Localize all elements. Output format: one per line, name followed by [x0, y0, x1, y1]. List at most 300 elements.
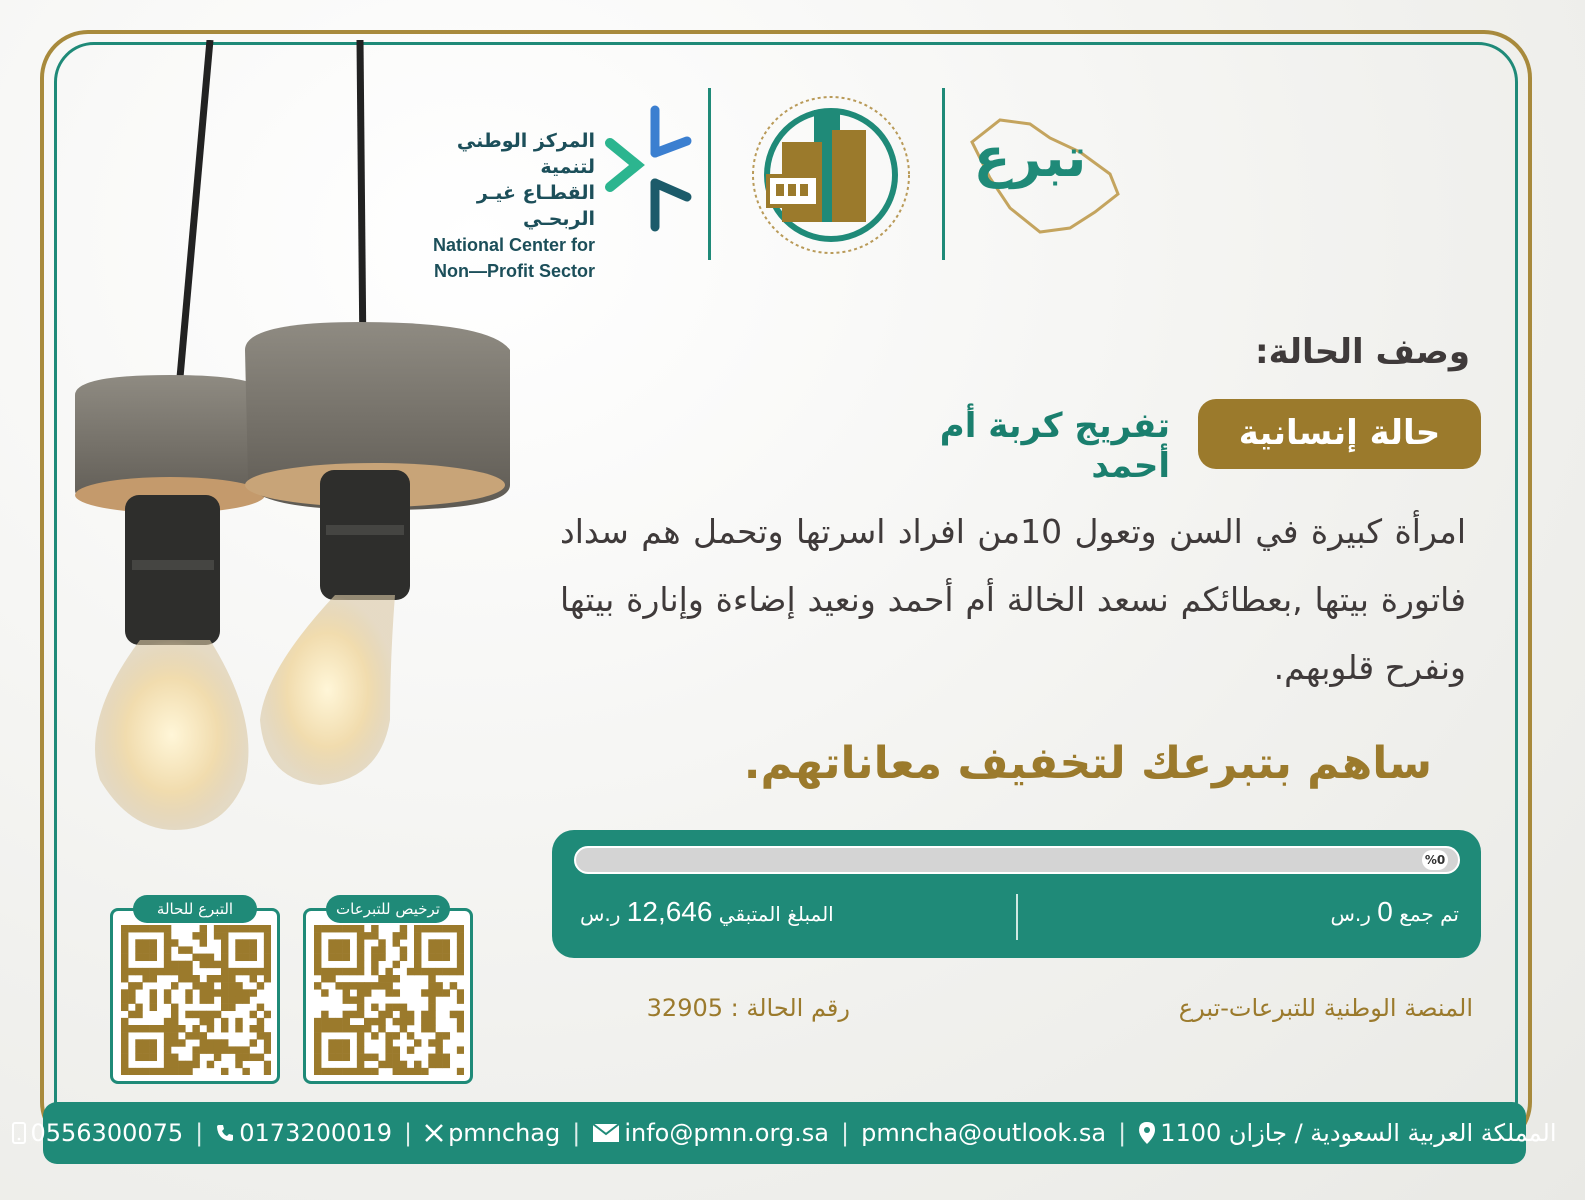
- qr-module: [150, 989, 157, 996]
- qr-module: [314, 946, 321, 953]
- qr-module: [207, 996, 214, 1003]
- qr-module: [357, 1004, 364, 1011]
- qr-module: [250, 946, 257, 953]
- email2-contact[interactable]: [861, 1119, 1106, 1147]
- remaining-amount: 12,646: [626, 896, 713, 927]
- qr-module: [257, 968, 264, 975]
- qr-module: [264, 968, 271, 975]
- qr-module: [435, 954, 442, 961]
- qr-module: [178, 975, 185, 982]
- qr-module: [321, 975, 328, 982]
- qr-module: [121, 968, 128, 975]
- qr-module: [393, 1004, 400, 1011]
- qr-module: [343, 939, 350, 946]
- ncnp-en-line2: Non—Profit Sector: [433, 261, 595, 281]
- qr-module: [257, 1054, 264, 1061]
- qr-module: [407, 1011, 414, 1018]
- qr-module: [457, 925, 464, 932]
- qr-module: [257, 925, 264, 932]
- qr-module: [428, 946, 435, 953]
- qr-module: [357, 1068, 364, 1075]
- progress-percent: %0: [1422, 850, 1448, 870]
- qr-module: [314, 1018, 321, 1025]
- qr-module: [178, 1039, 185, 1046]
- case-title: تفريج كربة أم أحمد: [939, 406, 1170, 486]
- qr-module: [171, 961, 178, 968]
- qr-module: [385, 1039, 392, 1046]
- qr-module: [200, 1018, 207, 1025]
- qr-module: [221, 982, 228, 989]
- qr-module: [142, 1039, 149, 1046]
- qr-license[interactable]: [303, 900, 473, 1084]
- qr-module: [164, 968, 171, 975]
- qr-module: [457, 1011, 464, 1018]
- qr-module: [428, 968, 435, 975]
- qr-module: [142, 954, 149, 961]
- qr-module: [400, 1068, 407, 1075]
- qr-module: [235, 925, 242, 932]
- qr-module: [221, 989, 228, 996]
- qr-module: [357, 954, 364, 961]
- qr-module: [264, 939, 271, 946]
- qr-module: [457, 961, 464, 968]
- qr-module: [321, 1018, 328, 1025]
- qr-module: [393, 1032, 400, 1039]
- qr-module: [428, 1025, 435, 1032]
- qr-module: [200, 939, 207, 946]
- qr-module: [414, 932, 421, 939]
- qr-module: [192, 975, 199, 982]
- qr-module: [171, 1018, 178, 1025]
- footer-separator: |: [403, 1119, 413, 1147]
- qr-module: [371, 1068, 378, 1075]
- qr-module: [400, 932, 407, 939]
- qr-module: [343, 1068, 350, 1075]
- qr-tag: ترخيص للتبرعات: [326, 895, 450, 923]
- qr-module: [235, 996, 242, 1003]
- qr-module: [314, 961, 321, 968]
- qr-module: [357, 961, 364, 968]
- qr-module: [350, 982, 357, 989]
- qr-module: [371, 1004, 378, 1011]
- qr-module: [457, 939, 464, 946]
- qr-module: [393, 939, 400, 946]
- qr-module: [378, 1011, 385, 1018]
- qr-module: [178, 961, 185, 968]
- qr-module: [343, 1011, 350, 1018]
- qr-module: [328, 1025, 335, 1032]
- qr-module: [371, 946, 378, 953]
- qr-module: [207, 961, 214, 968]
- qr-module: [335, 1068, 342, 1075]
- qr-module: [185, 996, 192, 1003]
- qr-module: [335, 946, 342, 953]
- qr-module: [414, 939, 421, 946]
- qr-module: [128, 1011, 135, 1018]
- qr-module: [371, 954, 378, 961]
- qr-module: [207, 1018, 214, 1025]
- qr-module: [264, 1032, 271, 1039]
- qr-module: [364, 932, 371, 939]
- qr-module: [400, 925, 407, 932]
- email-address: info@pmn.org.sa: [624, 1119, 829, 1147]
- qr-module: [343, 1018, 350, 1025]
- qr-module: [207, 954, 214, 961]
- qr-module: [214, 989, 221, 996]
- qr-module: [343, 968, 350, 975]
- qr-module: [350, 1068, 357, 1075]
- qr-module: [364, 1018, 371, 1025]
- qr-module: [121, 1039, 128, 1046]
- qr-donate[interactable]: [110, 900, 280, 1084]
- qr-module: [257, 1025, 264, 1032]
- qr-module: [400, 1061, 407, 1068]
- qr-module: [328, 1046, 335, 1053]
- qr-module: [228, 982, 235, 989]
- qr-module: [200, 989, 207, 996]
- qr-module: [242, 1068, 249, 1075]
- qr-module: [235, 1061, 242, 1068]
- case-description: امرأة كبيرة في السن وتعول 10من افراد اسرتها وتحمل هم سداد فاتورة بيتها ,بعطائكم نسعد الخالة أم أحمد ونعيد إضاءة وإنارة بيتها ونفرح قلوبهم.: [560, 512, 1466, 687]
- qr-module: [192, 1011, 199, 1018]
- qr-module: [350, 1011, 357, 1018]
- qr-module: [171, 1068, 178, 1075]
- qr-module: [371, 982, 378, 989]
- qr-module: [214, 961, 221, 968]
- qr-module: [164, 1068, 171, 1075]
- qr-module: [228, 996, 235, 1003]
- qr-module: [200, 925, 207, 932]
- qr-module: [200, 1046, 207, 1053]
- qr-module: [200, 1032, 207, 1039]
- qr-module: [221, 946, 228, 953]
- qr-module: [328, 946, 335, 953]
- qr-module: [178, 1025, 185, 1032]
- qr-module: [221, 996, 228, 1003]
- qr-module: [414, 968, 421, 975]
- qr-module: [221, 1004, 228, 1011]
- qr-module: [414, 1039, 421, 1046]
- tabarru-logo: [960, 112, 1125, 242]
- qr-module: [457, 1068, 464, 1075]
- qr-module: [314, 932, 321, 939]
- qr-module: [171, 1039, 178, 1046]
- qr-module: [328, 1018, 335, 1025]
- qr-module: [343, 925, 350, 932]
- qr-module: [121, 925, 128, 932]
- qr-module: [121, 975, 128, 982]
- qr-module: [221, 1025, 228, 1032]
- qr-module: [457, 1025, 464, 1032]
- qr-module: [150, 925, 157, 932]
- qr-module: [264, 1046, 271, 1053]
- qr-module: [228, 975, 235, 982]
- qr-module: [393, 961, 400, 968]
- qr-module: [164, 946, 171, 953]
- qr-module: [128, 968, 135, 975]
- qr-module: [150, 946, 157, 953]
- qr-module: [164, 961, 171, 968]
- qr-module: [400, 1025, 407, 1032]
- qr-module: [385, 1004, 392, 1011]
- qr-module: [185, 1032, 192, 1039]
- qr-module: [264, 954, 271, 961]
- qr-module: [235, 954, 242, 961]
- qr-module: [250, 1039, 257, 1046]
- qr-module: [457, 989, 464, 996]
- stat-divider: [1016, 894, 1018, 940]
- qr-module: [200, 982, 207, 989]
- qr-module: [378, 1025, 385, 1032]
- qr-module: [214, 1011, 221, 1018]
- mobile-icon: [12, 1122, 26, 1144]
- qr-module: [164, 996, 171, 1003]
- qr-module: [150, 1004, 157, 1011]
- qr-module: [378, 975, 385, 982]
- qr-module: [142, 1068, 149, 1075]
- phone-number: 0173200019: [239, 1119, 392, 1147]
- qr-module: [443, 925, 450, 932]
- qr-module: [393, 1018, 400, 1025]
- qr-module: [185, 946, 192, 953]
- qr-module: [443, 954, 450, 961]
- qr-module: [407, 1046, 414, 1053]
- qr-module: [421, 1068, 428, 1075]
- qr-module: [121, 1018, 128, 1025]
- qr-module: [407, 1032, 414, 1039]
- qr-module: [242, 939, 249, 946]
- qr-module: [235, 989, 242, 996]
- qr-module: [400, 946, 407, 953]
- footer-separator: |: [841, 1119, 850, 1147]
- qr-module: [164, 925, 171, 932]
- qr-module: [343, 982, 350, 989]
- qr-module: [371, 1032, 378, 1039]
- qr-module: [171, 1004, 178, 1011]
- qr-module: [314, 925, 321, 932]
- qr-module: [192, 1054, 199, 1061]
- qr-module: [207, 1046, 214, 1053]
- qr-module: [371, 968, 378, 975]
- qr-module: [357, 1011, 364, 1018]
- qr-module: [435, 1039, 442, 1046]
- qr-module: [350, 996, 357, 1003]
- qr-module: [207, 1011, 214, 1018]
- qr-module: [142, 946, 149, 953]
- qr-module: [335, 925, 342, 932]
- qr-module: [357, 946, 364, 953]
- qr-module: [371, 925, 378, 932]
- qr-module: [228, 1004, 235, 1011]
- qr-module: [228, 968, 235, 975]
- qr-module: [128, 925, 135, 932]
- qr-module: [121, 932, 128, 939]
- qr-module: [428, 954, 435, 961]
- qr-module: [207, 989, 214, 996]
- remaining-currency: ر.س: [580, 902, 621, 926]
- qr-module: [221, 1046, 228, 1053]
- contact-footer: [30, 1102, 1557, 1164]
- qr-module: [150, 975, 157, 982]
- qr-module: [321, 968, 328, 975]
- qr-module: [257, 982, 264, 989]
- qr-tag: التبرع للحالة: [133, 895, 257, 923]
- qr-module: [335, 968, 342, 975]
- mobile-number: 0556300075: [30, 1119, 184, 1147]
- qr-module: [357, 939, 364, 946]
- qr-module: [335, 1039, 342, 1046]
- qr-module: [171, 982, 178, 989]
- qr-module: [443, 989, 450, 996]
- qr-module: [235, 939, 242, 946]
- qr-code-icon: [314, 925, 464, 1075]
- qr-module: [443, 1061, 450, 1068]
- qr-module: [421, 989, 428, 996]
- qr-module: [385, 1011, 392, 1018]
- qr-module: [357, 1054, 364, 1061]
- qr-module: [142, 975, 149, 982]
- qr-module: [257, 1018, 264, 1025]
- qr-module: [242, 968, 249, 975]
- qr-module: [192, 1061, 199, 1068]
- qr-module: [214, 932, 221, 939]
- qr-module: [414, 954, 421, 961]
- qr-module: [135, 939, 142, 946]
- qr-module: [135, 968, 142, 975]
- qr-module: [171, 1054, 178, 1061]
- case-label: وصف الحالة:: [1255, 332, 1470, 372]
- qr-module: [242, 946, 249, 953]
- qr-module: [242, 1046, 249, 1053]
- qr-module: [328, 975, 335, 982]
- ncnp-en-line1: National Center for: [432, 235, 595, 255]
- qr-module: [185, 989, 192, 996]
- qr-module: [364, 1054, 371, 1061]
- qr-module: [135, 946, 142, 953]
- qr-module: [164, 939, 171, 946]
- qr-module: [121, 1046, 128, 1053]
- qr-module: [228, 1046, 235, 1053]
- donation-progress-card: [552, 830, 1481, 958]
- qr-module: [371, 1054, 378, 1061]
- qr-module: [264, 1068, 271, 1075]
- x-contact[interactable]: [424, 1119, 560, 1147]
- qr-module: [150, 996, 157, 1003]
- qr-module: [393, 932, 400, 939]
- qr-module: [142, 968, 149, 975]
- qr-module: [185, 968, 192, 975]
- qr-module: [235, 1025, 242, 1032]
- qr-module: [135, 1068, 142, 1075]
- qr-module: [121, 954, 128, 961]
- qr-module: [264, 961, 271, 968]
- qr-module: [150, 939, 157, 946]
- mobile-contact[interactable]: [12, 1119, 183, 1147]
- collected-stat: [1330, 896, 1459, 928]
- qr-module: [221, 968, 228, 975]
- qr-module: [221, 1039, 228, 1046]
- qr-module: [435, 968, 442, 975]
- qr-module: [128, 1025, 135, 1032]
- qr-module: [335, 1025, 342, 1032]
- qr-module: [443, 1032, 450, 1039]
- qr-module: [185, 1068, 192, 1075]
- qr-module: [314, 1039, 321, 1046]
- qr-module: [214, 975, 221, 982]
- qr-module: [164, 932, 171, 939]
- qr-module: [457, 1018, 464, 1025]
- qr-module: [200, 954, 207, 961]
- qr-module: [414, 946, 421, 953]
- qr-module: [435, 925, 442, 932]
- phone-icon: [215, 1123, 235, 1143]
- qr-module: [192, 954, 199, 961]
- qr-module: [250, 975, 257, 982]
- qr-module: [164, 1018, 171, 1025]
- qr-module: [450, 982, 457, 989]
- qr-module: [457, 932, 464, 939]
- mail-icon: [592, 1123, 620, 1143]
- qr-module: [378, 954, 385, 961]
- qr-module: [157, 925, 164, 932]
- qr-module: [321, 1068, 328, 1075]
- qr-module: [393, 1046, 400, 1053]
- qr-module: [343, 996, 350, 1003]
- qr-module: [135, 982, 142, 989]
- qr-module: [250, 954, 257, 961]
- qr-module: [328, 1068, 335, 1075]
- case-type-badge: حالة إنسانية: [1198, 399, 1481, 469]
- platform-name: المنصة الوطنية للتبرعات-تبرع: [1178, 994, 1473, 1022]
- address-text: المملكة العربية السعودية / جازان 1100: [1160, 1119, 1557, 1147]
- qr-module: [185, 1061, 192, 1068]
- qr-module: [435, 1046, 442, 1053]
- qr-module: [135, 1039, 142, 1046]
- qr-module: [428, 925, 435, 932]
- qr-module: [343, 1025, 350, 1032]
- qr-module: [335, 1018, 342, 1025]
- qr-module: [350, 1025, 357, 1032]
- qr-module: [200, 961, 207, 968]
- qr-module: [250, 989, 257, 996]
- qr-module: [185, 961, 192, 968]
- qr-module: [250, 1011, 257, 1018]
- phone-contact[interactable]: [215, 1119, 392, 1147]
- qr-module: [364, 989, 371, 996]
- qr-module: [350, 968, 357, 975]
- qr-module: [178, 1061, 185, 1068]
- email-contact[interactable]: [592, 1119, 829, 1147]
- qr-module: [385, 1046, 392, 1053]
- remaining-stat: [580, 896, 834, 928]
- qr-module: [121, 1054, 128, 1061]
- qr-module: [235, 946, 242, 953]
- qr-module: [457, 946, 464, 953]
- qr-module: [135, 925, 142, 932]
- qr-module: [207, 982, 214, 989]
- qr-module: [142, 1054, 149, 1061]
- qr-module: [414, 925, 421, 932]
- qr-module: [207, 1039, 214, 1046]
- qr-module: [135, 954, 142, 961]
- qr-module: [121, 1061, 128, 1068]
- qr-module: [400, 1004, 407, 1011]
- qr-module: [407, 1018, 414, 1025]
- qr-module: [450, 968, 457, 975]
- qr-module: [428, 989, 435, 996]
- address-contact: [1138, 1119, 1556, 1147]
- qr-module: [343, 989, 350, 996]
